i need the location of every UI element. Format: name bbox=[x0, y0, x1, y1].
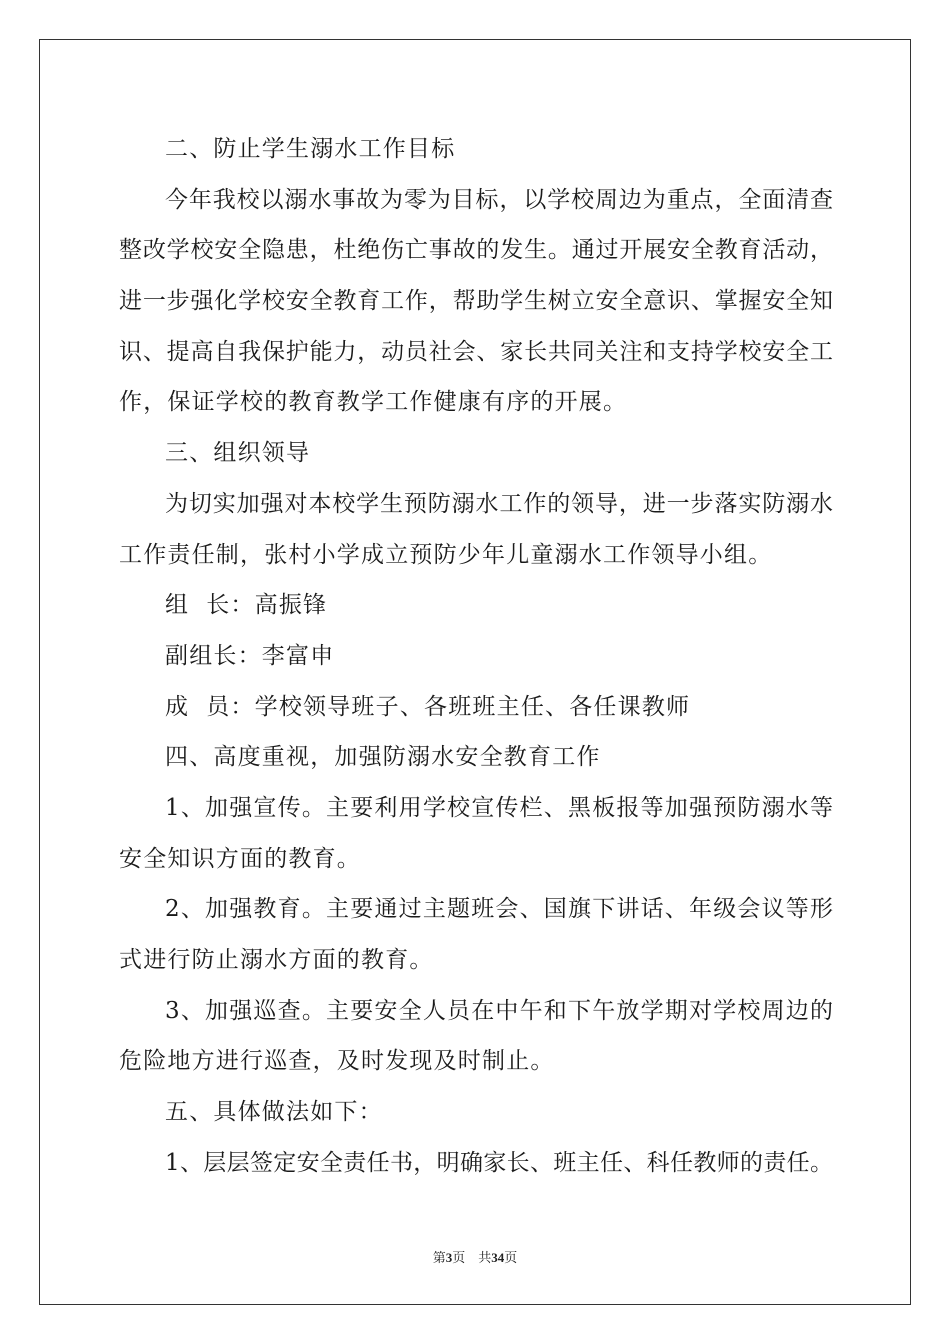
section-heading-4: 四、高度重视，加强防溺水安全教育工作 bbox=[165, 744, 601, 771]
list-item-line: 1、加强宣传。主要利用学校宣传栏、黑板报等加强预防溺水等 bbox=[165, 794, 833, 821]
deputy-leader-line: 副组长：李富申 bbox=[165, 642, 335, 669]
section-heading-5: 五、具体做法如下： bbox=[165, 1099, 383, 1126]
paragraph-line: 工作责任制，张村小学成立预防少年儿童溺水工作领导小组。 bbox=[119, 541, 773, 568]
page-current: 3 bbox=[445, 1250, 453, 1265]
list-item-line: 式进行防止溺水方面的教育。 bbox=[119, 947, 434, 973]
page-suffix: 页 bbox=[452, 1250, 466, 1265]
paragraph-line: 为切实加强对本校学生预防溺水工作的领导，进一步落实防溺水 bbox=[165, 490, 833, 517]
total-prefix: 共 bbox=[478, 1250, 492, 1265]
section-heading-3: 三、组织领导 bbox=[165, 440, 311, 467]
paragraph-line: 作，保证学校的教育教学工作健康有序的开展。 bbox=[119, 389, 628, 416]
leader-line: 组 长：高振锋 bbox=[165, 592, 328, 619]
paragraph-line: 识、提高自我保护能力，动员社会、家长共同关注和支持学校安全工 bbox=[119, 338, 833, 365]
list-item-line: 危险地方进行巡查，及时发现及时制止。 bbox=[119, 1048, 555, 1075]
paragraph-line: 今年我校以溺水事故为零为目标，以学校周边为重点，全面清查 bbox=[165, 186, 833, 213]
list-item-line: 3、加强巡查。主要安全人员在中午和下午放学期对学校周边的 bbox=[165, 997, 833, 1024]
paragraph-line: 进一步强化学校安全教育工作，帮助学生树立安全意识、掌握安全知 bbox=[119, 288, 833, 315]
total-suffix: 页 bbox=[504, 1250, 518, 1265]
list-item-line: 1、层层签定安全责任书，明确家长、班主任、科任教师的责任。 bbox=[165, 1149, 833, 1176]
list-item-line: 安全知识方面的教育。 bbox=[119, 845, 361, 872]
page-total: 34 bbox=[491, 1250, 505, 1265]
section-heading-2: 二、防止学生溺水工作目标 bbox=[165, 136, 456, 162]
paragraph-line: 整改学校安全隐患，杜绝伤亡事故的发生。通过开展安全教育活动， bbox=[119, 237, 833, 264]
members-line: 成 员：学校领导班子、各班班主任、各任课教师 bbox=[165, 693, 691, 720]
page-prefix: 第 bbox=[432, 1250, 446, 1265]
page-footer bbox=[0, 1247, 950, 1266]
list-item-line: 2、加强教育。主要通过主题班会、国旗下讲话、年级会议等形 bbox=[165, 896, 833, 923]
document-body bbox=[119, 124, 833, 1188]
